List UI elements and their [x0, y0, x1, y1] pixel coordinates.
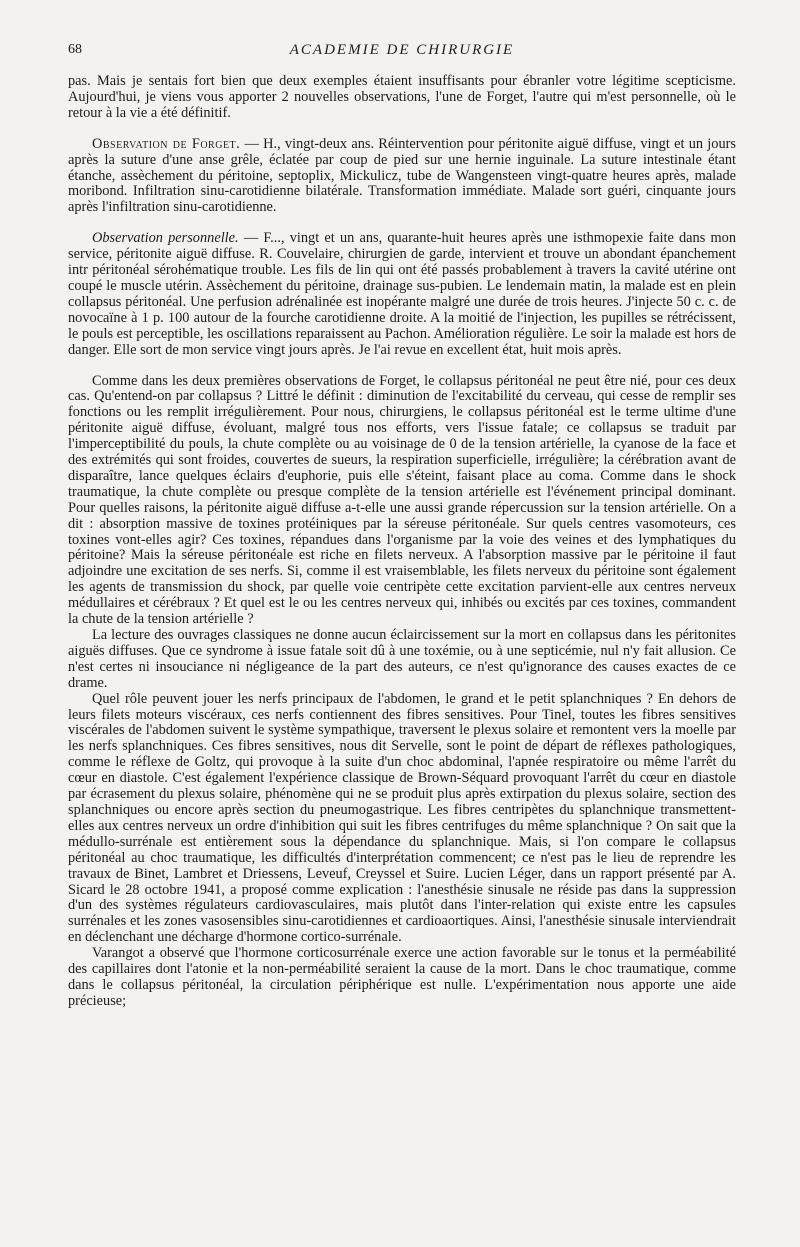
- page-number: 68: [68, 42, 82, 57]
- paragraph-observation-personnelle: [68, 231, 736, 358]
- page-header: [68, 38, 736, 62]
- paragraph-intro: pas. Mais je sentais fort bien que deux exemples étaient insuffisants pour ébranler votre légitime scepticisme. Aujourd'hui, je viens vous apporter 2 nouvelles observations, l'une de Forget, l'autre qui m'est personnelle, où le retour à la vie a été définitif.: [68, 73, 736, 121]
- paragraph-lecture: La lecture des ouvrages classiques ne donne aucun éclaircissement sur la mort en collapsus dans les péritonites aiguës diffuses. Que ce syndrome à issue fatale soit dû à une toxémie, ou à une septicémie, nul n'y fait allusion. Ce n'est certes ni insouciance ni négligeance de la part des auteurs, ce n'est qu'ignorance des causes exactes de ce drame.: [68, 627, 736, 691]
- running-head: ACADEMIE DE CHIRURGIE: [289, 42, 515, 58]
- paragraph-nerfs: Quel rôle peuvent jouer les nerfs principaux de l'abdomen, le grand et le petit splanchniques ? En dehors de leurs filets moteurs viscéraux, ces nerfs contiennent des fibres sensitives. Pour Tinel, toutes les fibres sensitives viscérales de l'abdomen suivent le système sympathique, traversent le plexus solaire et remontent vers la moelle par les nerfs splanchniques. Ces fibres sensitives, nous dit Servelle, sont le point de départ de réflexes pathologiques, comme le réflexe de Goltz, qui provoque à la suite d'un choc abdominal, l'apnée respiratoire ou même l'arrêt du cœur en diastole. C'est également l'expérience classique de Brown-Séquard provoquant l'arrêt du cœur en diastole par écrasement du plexus solaire, phénomène qui ne se produit plus après extirpation du plexus solaire, section des splanchniques ou encore après section du pneumogastrique. Les fibres centripètes du splanchnique transmettent-elles aux centres nerveux un ordre d'inhibition qui suit les fibres centrifuges du même splanchnique ? On sait que la médullo-surrénale est entièrement sous la dépendance du splanchnique. Mais, si l'on compare le collapsus péritonéal au choc traumatique, les difficultés d'interprétation commencent; ce n'est pas le lieu de reprendre les travaux de Binet, Lambret et Driessens, Leveuf, Creyssel et Suire. Lucien Léger, dans un rapport présenté par A. Sicard le 28 octobre 1941, a proposé comme explication : l'anesthésie sinusale ne réside pas dans la suppression d'un des systèmes régulateurs cardiovasculaires, mais plutôt dans l'inter-relation qui existe entre les capsules surrénales et les zones vasosensibles sinu-carotidiennes et cardioaortiques. Ainsi, l'anesthésie sinusale interviendrait en déclenchant une décharge d'hormone cortico-surrénale.: [68, 690, 736, 946]
- paragraph-observation-forget: [68, 137, 736, 217]
- observation-personnelle-text: — F..., vingt et un ans, quarante-huit heures après une isthmopexie faite dans mon service, péritonite aiguë diffuse. R. Couvelaire, chirurgien de garde, intervient et trouve un abondant épanchement intr péritonéal sérohématique trouble. Les fils de lin qui ont été passés probablement à travers la cavité utérine ont coupé le muscle utérin. Assèchement du péritoine, drainage sus-pubien. Le lendemain matin, la malade est en plein collapsus péritonéal. Une perfusion adrénalinée est inopérante malgré une durée de trois heures. J'injecte 50 c. c. de novocaïne à 1 p. 100 autour de la fourche carotidienne droite. A la moitié de l'injection, les pupilles se rétrécissent, le pouls est perceptible, les oscillations reparaissent au Pachon. Amélioration régulière. Le soir la malade est hors de danger. Elle sort de mon service vingt jours après. Je l'ai revue en excellent état, huit mois après.: [68, 230, 736, 358]
- observation-forget-heading: Observation de Forget.: [92, 135, 241, 152]
- observation-personnelle-heading: Observation personnelle.: [92, 230, 239, 247]
- paragraph-varangot: Varangot a observé que l'hormone corticosurrénale exerce une action favorable sur le tonus et la perméabilité des capillaires dont l'atonie et la non-perméabilité seraient la cause de la mort. Dans le choc traumatique, comme dans le collapsus péritonéal, la circulation périphérique est nulle. L'expérimentation nous apporte une aide précieuse;: [68, 945, 736, 1009]
- paragraph-collapsus: Comme dans les deux premières observations de Forget, le collapsus péritonéal ne peut être nié, pour ces deux cas. Qu'entend-on par collapsus ? Littré le définit : diminution de l'excitabilité du cerveau, qui cesse de remplir ses fonctions ou les remplit irrégulièrement. Pour nous, chirurgiens, le collapsus péritonéal est le terme ultime d'une péritonite aiguë diffuse, évoluant, malgré tous nos efforts, vers l'issue fatale; ce collapsus se traduit par l'imperceptibilité du pouls, la chute complète ou au voisinage de 0 de la tension artérielle, la cyanose de la face et des extrémités qui sont froides, couvertes de sueurs, la respiration superficielle, irrégulière; la cérébration avant de disparaître, lance quelques éclairs d'euphorie, puis elle s'éteint, faisant place au coma. Comme dans le shock traumatique, la chute complète ou presque complète de la tension artérielle est l'événement principal dominant. Pour quelles raisons, la péritonite aiguë diffuse a-t-elle une aussi grande répercussion sur la tension artérielle. On a dit : absorption massive de toxines protéiniques par la séreuse péritonéale. Sur quels centres vasomoteurs, ces toxines vont-elles agir? Ces toxines, répandues dans l'organisme par la voie des veines et des lymphatiques du péritoine? Mais la séreuse péritonéale est riche en filets nerveux. A l'absorption massive par le péritoine il faut adjoindre une excitation de ses nerfs. Si, comme il est vraisemblable, les filets nerveux du péritoine sont également les agents de transmission du shock, par quelle voie centripète cette excitation parvient-elle aux centres nerveux médullaires et cérébraux ? Et quel est le ou les centres nerveux qui, inhibés ou excités par ces toxines, commandent la chute de la tension artérielle ?: [68, 372, 736, 628]
- body-text: [68, 74, 736, 1010]
- observation-forget-text: — H., vingt-deux ans. Réintervention pour péritonite aiguë diffuse, vingt et un jours après la suture d'une anse grêle, éclatée par coup de pied sur une hernie inguinale. La suture intestinale étant étanche, assèchement du péritoine, septoplix, Mickulicz, tube de Wangensteen vingt-quatre heures après, malade moribond. Infiltration sinu-carotidienne bilatérale. Transformation immédiate. Malade sort guéri, cinquante jours après l'infiltration sinu-carotidienne.: [68, 135, 736, 216]
